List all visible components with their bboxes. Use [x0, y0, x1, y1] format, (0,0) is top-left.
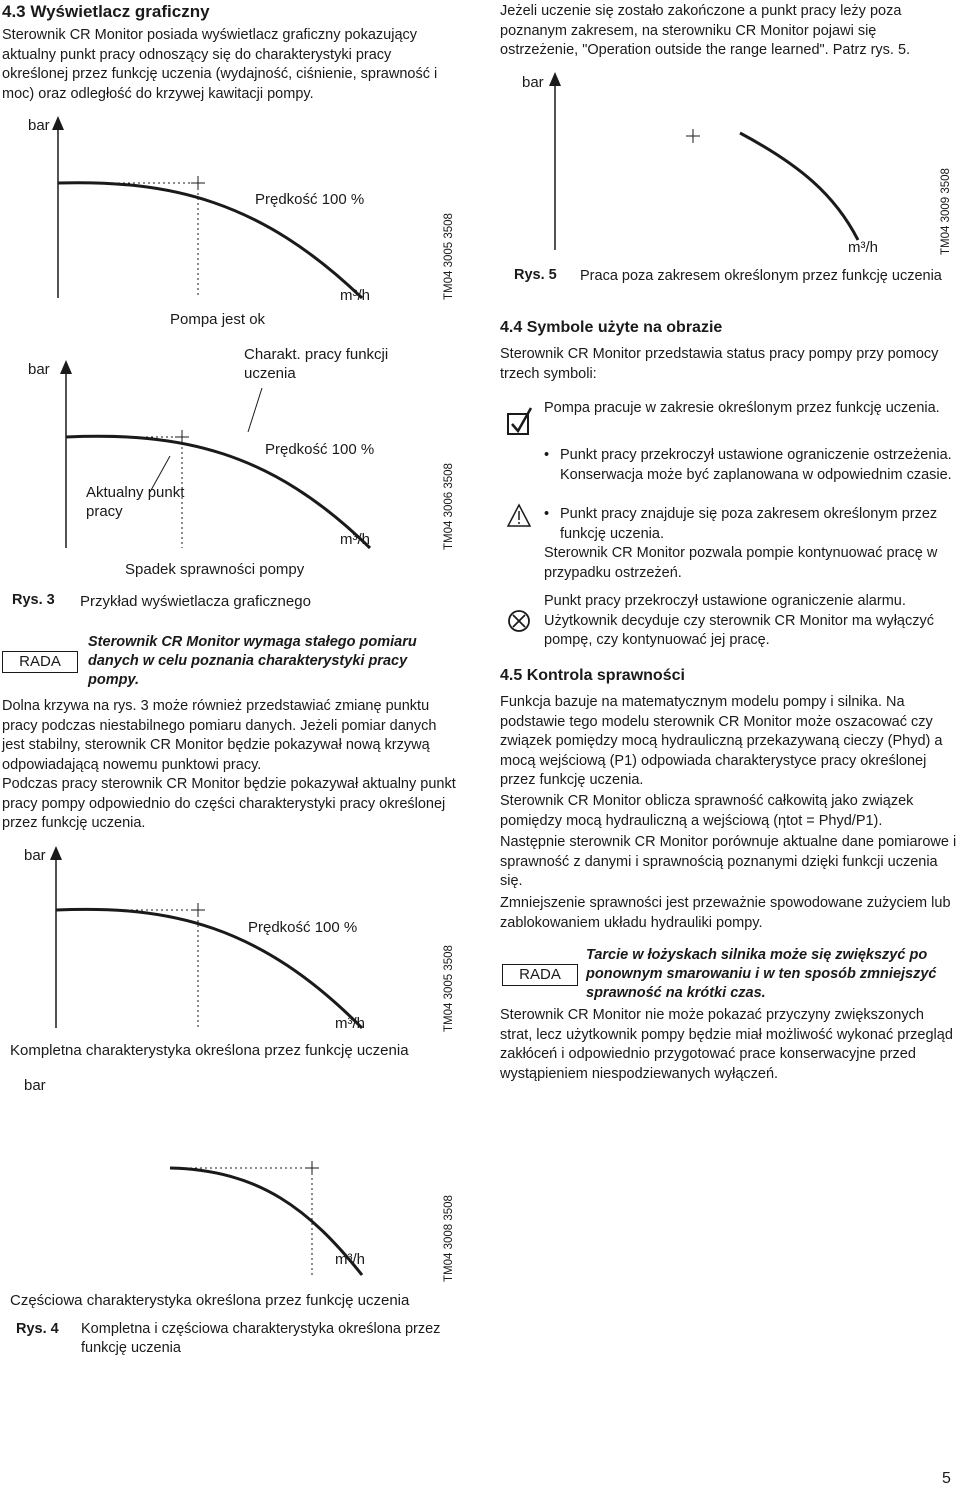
ok-status-text: Pompa pracuje w zakresie określonym przez funkcję uczenia. — [544, 400, 940, 416]
tip-badge: RADA — [2, 651, 78, 673]
fig4a-x-label: m³/h — [335, 1015, 365, 1032]
intro-paragraph: Sterownik CR Monitor posiada wyświetlacz graficzny pokazujący aktualny punkt pracy odnoszący się do charakterystyki pracy określonej przez funkcję uczenia (wydajność, ciśnienie, sprawność i moc) oraz odległość do krzywej kawitacji pompy. — [2, 27, 438, 102]
fig3-caption-number: Rys. 3 — [12, 592, 55, 608]
fig4b-tm-code: TM04 3008 3508 — [443, 1195, 455, 1282]
sec45-p5: Sterownik CR Monitor nie może pokazać przyczyny zwiększonych strat, lecz użytkownik pompy będzie miał możliwość wykonać przegląd zakłóceń i odpowiednio przygotować prace konserwacyjne przed wystąpieniem niespodziewanych wyłączeń. — [500, 1007, 953, 1082]
section-title-4-4: 4.4 Symbole użyte na obrazie — [500, 319, 723, 336]
fig3-caption-text: Przykład wyświetlacza graficznego — [80, 593, 311, 610]
right-intro: Jeżeli uczenie się zostało zakończone a punkt pracy leży poza poznanym zakresem, na sterowniku CR Monitor pojawi się ostrzeżenie, "Operation outside the range learned". Patrz rys. 5. — [500, 3, 911, 58]
fig4a-bottom-label: Kompletna charakterystyka określona przez funkcję uczenia — [10, 1042, 409, 1059]
fig4b-bottom-label: Częściowa charakterystyka określona przez funkcję uczenia — [10, 1292, 410, 1309]
fig4a-tm-code: TM04 3005 3508 — [443, 945, 455, 1032]
paragraph-unstable: Dolna krzywa na rys. 3 może również przedstawiać zmianę punktu pracy podczas niestabilnego pomiaru danych. Jeżeli pomiar danych jest stabilny, sterownik CR Monitor będzie pokazywał nową krzywą odpowiadającą nowemu punktowi pracy. — [2, 698, 437, 773]
fig4b-x-label: m³/h — [335, 1251, 365, 1268]
section-title-4-5: 4.5 Kontrola sprawności — [500, 667, 685, 684]
warning-bullet-dot-2: • — [544, 506, 550, 522]
sec45-p1: Funkcja bazuje na matematycznym modelu pompy i silnika. Na podstawie tego modelu sterownik CR Monitor może oszacować czy związek pomiędzy mocą hydrauliczną przekazywaną cieczy (Phyd) a mocą wejściową (P1) odpowiada charakterystyce pracy określonej przez funkcję uczenia. — [500, 694, 943, 788]
sec45-p4: Zmniejszenie sprawności jest przeważnie spowodowane zużyciem lub zablokowaniem układu hydrauliki pompy. — [500, 895, 951, 931]
fig3b-tm-code: TM04 3006 3508 — [443, 463, 455, 550]
fig4a-speed-label: Prędkość 100 % — [248, 919, 358, 936]
fig3a-status: Pompa jest ok — [170, 311, 266, 328]
sec45-p2: Sterownik CR Monitor oblicza sprawność całkowitą jako związek pomiędzy mocą hydrauliczną a wejściową (ηtot = Phyd/P1). — [500, 793, 914, 829]
page-number: 5 — [942, 1470, 951, 1487]
fig3b-point-note: Aktualny punkt pracy — [86, 484, 185, 520]
tip-badge-2: RADA — [502, 964, 578, 986]
tip-text: Sterownik CR Monitor wymaga stałego pomiaru danych w celu poznania charakterystyki pracy pompy. — [88, 634, 417, 688]
fig5-caption-number: Rys. 5 — [514, 267, 557, 283]
fig5-caption-text: Praca poza zakresem określonym przez funkcję uczenia — [580, 268, 942, 284]
fig3b-speed-label: Prędkość 100 % — [265, 441, 375, 458]
fig3a-x-label: m³/h — [340, 287, 370, 304]
paragraph-operation: Podczas pracy sterownik CR Monitor będzie pokazywał aktualny punkt pracy pompy odpowiednio do części charakterystyki pracy określonej przez funkcję uczenia. — [2, 776, 456, 831]
fig3b-x-label: m³/h — [340, 531, 370, 548]
warning-after-text: Sterownik CR Monitor pozwala pompie kontynuować pracę w przypadku ostrzeżeń. — [544, 545, 938, 581]
fig4-caption-text: Kompletna i częściowa charakterystyka określona przez funkcję uczenia — [81, 1321, 441, 1356]
fig3b-y-label: bar — [28, 361, 50, 378]
fig3b-curve-note: Charakt. pracy funkcji uczenia — [244, 346, 389, 382]
warning-bullet-dot-1: • — [544, 447, 550, 463]
sec45-p3: Następnie sterownik CR Monitor porównuje aktualne dane pomiarowe i sprawność z danymi i sprawnością poznanymi dzięki funkcji uczenia się. — [500, 834, 957, 889]
fig4a-y-label: bar — [24, 847, 46, 864]
fig4b-y-label: bar — [24, 1077, 46, 1094]
fig4-caption-number: Rys. 4 — [16, 1321, 59, 1337]
fig3b-bottom-label: Spadek sprawności pompy — [125, 561, 305, 578]
fig3a-y-label: bar — [28, 117, 50, 134]
fig3a-speed-label: Prędkość 100 % — [255, 191, 365, 208]
section-title-4-3: 4.3 Wyświetlacz graficzny — [2, 2, 210, 21]
warning-bullet-1: Punkt pracy przekroczył ustawione ograniczenie ostrzeżenia. Konserwacja może być zaplanowana w odpowiednim czasie. — [560, 447, 952, 483]
alarm-status-text: Punkt pracy przekroczył ustawione ograniczenie alarmu. Użytkownik decyduje czy sterownik CR Monitor ma wyłączyć pompę, czy kontynuować jej pracę. — [544, 593, 934, 648]
warning-bullet-2: Punkt pracy znajduje się poza zakresem określonym przez funkcję uczenia. — [560, 506, 938, 542]
fig3a-tm-code: TM04 3005 3508 — [443, 213, 455, 300]
fig5-x-label: m³/h — [848, 239, 878, 256]
sec44-intro: Sterownik CR Monitor przedstawia status pracy pompy przy pomocy trzech symboli: — [500, 346, 939, 382]
tip-text-2: Tarcie w łożyskach silnika może się zwiększyć po ponownym smarowaniu i w ten sposób zmniejszyć sprawność na krótki czas. — [586, 947, 937, 1001]
fig5-tm-code: TM04 3009 3508 — [940, 168, 952, 255]
fig5-y-label: bar — [522, 74, 544, 91]
